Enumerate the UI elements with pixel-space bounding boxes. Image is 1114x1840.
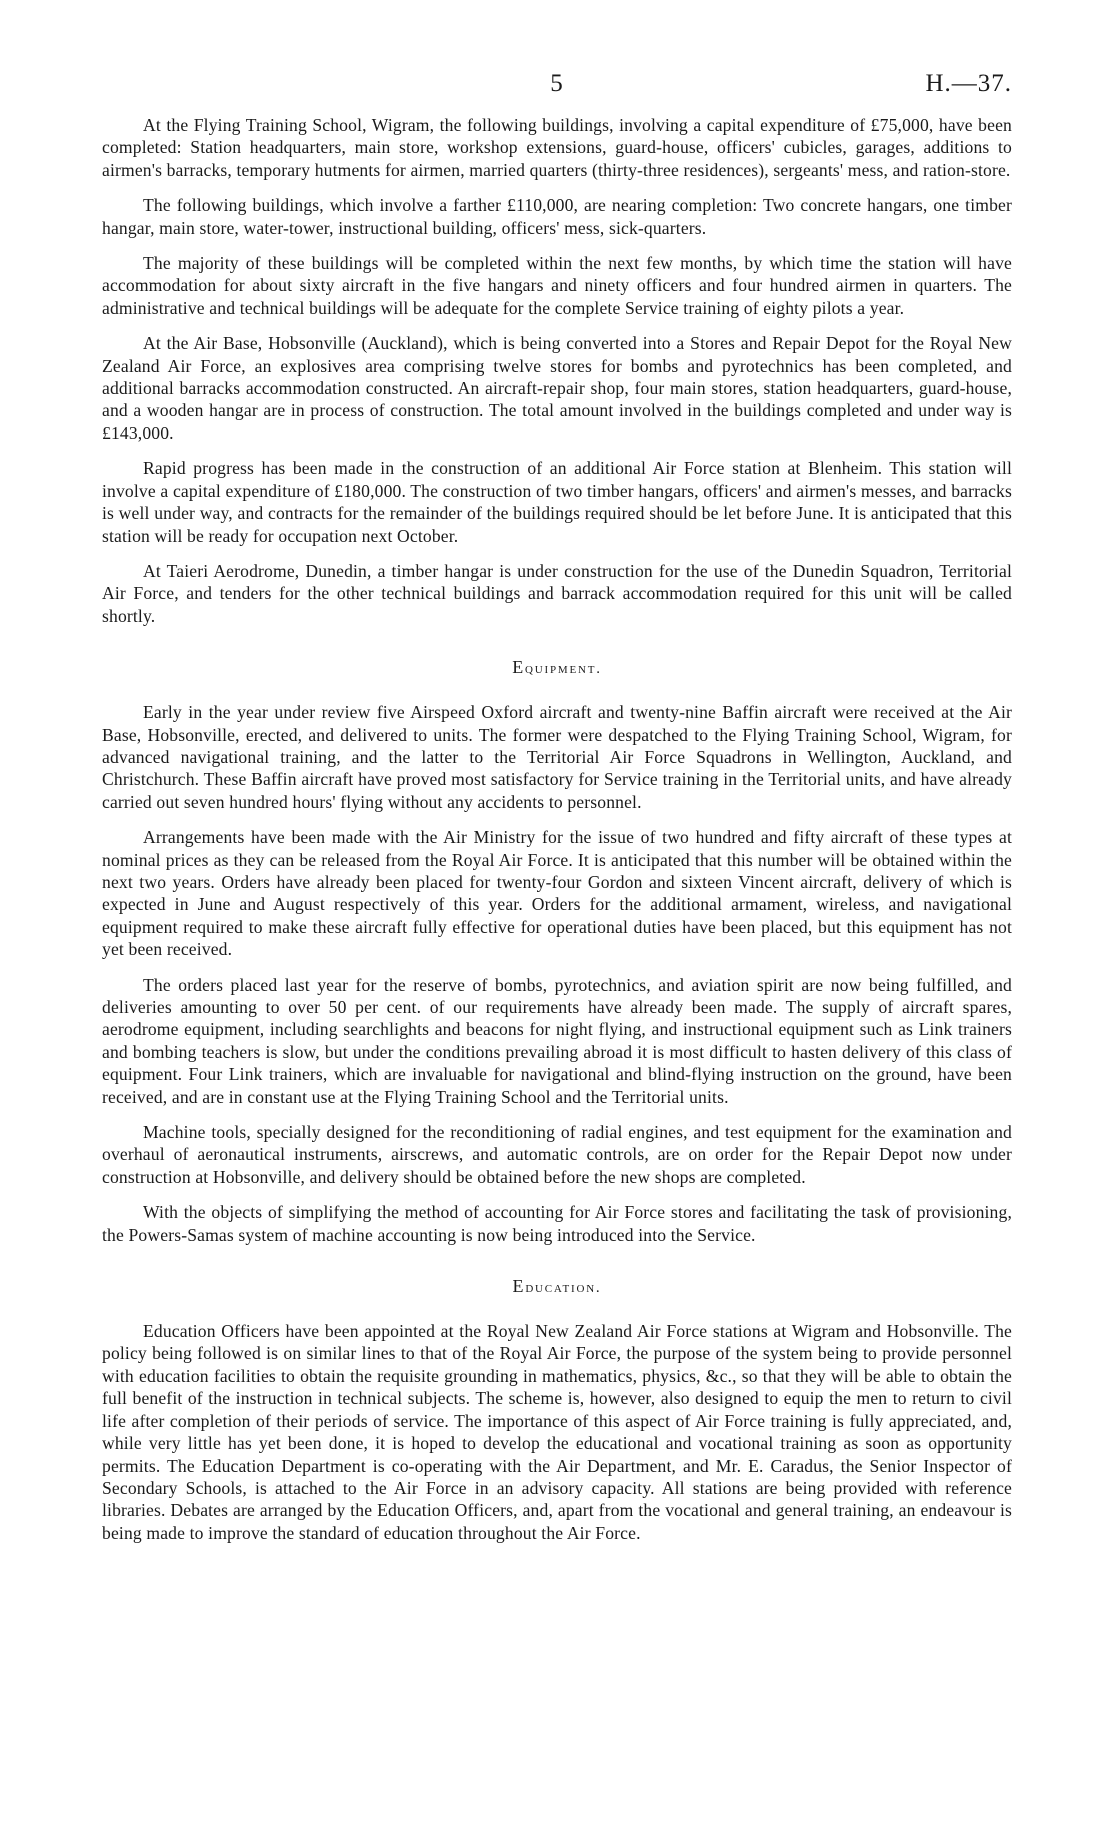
paragraph: Early in the year under review five Airspeed Oxford aircraft and twenty-nine Baffin aircraft were received at the Air Base, Hobsonville, erected, and delivered to units. The former were despatched to the Flying Training School, Wigram, for advanced navigational training, and the latter to the Territorial Air Force Squadrons in Wellington, Auckland, and Christchurch. These Baffin aircraft have proved most satisfactory for Service training in the Territorial units, and have already carried out seven hundred hours' flying without any accidents to personnel. xyxy=(102,702,1012,812)
paragraph: Arrangements have been made with the Air Ministry for the issue of two hundred and fifty aircraft of these types at nominal prices as they can be released from the Royal Air Force. It is anticipated that this number will be obtained within the next two years. Orders have already been placed for twenty-four Gordon and sixteen Vincent aircraft, delivery of which is expected in June and August respectively of this year. Orders for the additional armament, wireless, and navigational equipment required to make these aircraft fully effective for operational duties have been placed, but this equipment has not yet been received. xyxy=(102,827,1012,960)
paragraph: The following buildings, which involve a farther £110,000, are nearing completion: Two concrete hangars, one timber hangar, main store, water-tower, instructional building, officers' mess, sick-quarters. xyxy=(102,195,1012,238)
buildings-section xyxy=(102,114,1012,627)
paragraph: At the Flying Training School, Wigram, the following buildings, involving a capital expenditure of £75,000, have been completed: Station headquarters, main store, workshop extensions, guard-house, officers' cubicles, garages, additions to airmen's barracks, temporary hutments for airmen, married quarters (thirty-three residences), sergeants' mess, and ration-store. xyxy=(102,115,1012,180)
education-section xyxy=(102,1276,1012,1544)
equipment-section xyxy=(102,657,1012,1246)
paragraph: The majority of these buildings will be completed within the next few months, by which time the station will have accommodation for about sixty aircraft in the five hangars and ninety officers and four hundred airmen in quarters. The administrative and technical buildings will be adequate for the complete Service training of eighty pilots a year. xyxy=(102,253,1012,318)
section-heading-equipment: Equipment. xyxy=(512,657,602,678)
page-number: 5 xyxy=(550,70,564,97)
paragraph: Education Officers have been appointed at the Royal New Zealand Air Force stations at Wigram and Hobsonville. The policy being followed is on similar lines to that of the Royal Air Force, the purpose of the system being to provide personnel with education facilities to obtain the requisite grounding in mathematics, physics, &c., so that they will be able to obtain the full benefit of the instruction in technical subjects. The scheme is, however, also designed to equip the men to return to civil life after completion of their periods of service. The importance of this aspect of Air Force training is fully appreciated, and, while very little has yet been done, it is hoped to develop the educational and vocational training as soon as opportunity permits. The Education Department is co-operating with the Air Department, and Mr. E. Caradus, the Senior Inspector of Secondary Schools, is attached to the Air Force in an advisory capacity. All stations are being provided with reference libraries. Debates are arranged by the Education Officers, and, apart from the vocational and general training, an endeavour is being made to improve the standard of education throughout the Air Force. xyxy=(102,1321,1012,1543)
paragraph: At Taieri Aerodrome, Dunedin, a timber hangar is under construction for the use of the Dunedin Squadron, Territorial Air Force, and tenders for the other technical buildings and barrack accommodation required for this unit will be called shortly. xyxy=(102,560,1012,626)
paragraph: At the Air Base, Hobsonville (Auckland), which is being converted into a Stores and Repair Depot for the Royal New Zealand Air Force, an explosives area comprising twelve stores for bombs and pyrotechnics has been completed, and additional barracks accommodation constructed. An aircraft-repair shop, four main stores, station headquarters, guard-house, and a wooden hangar are in process of construction. The total amount involved in the buildings completed and under way is £143,000. xyxy=(102,333,1012,443)
paragraph: The orders placed last year for the reserve of bombs, pyrotechnics, and aviation spirit are now being fulfilled, and deliveries amounting to over 50 per cent. of our requirements have already been made. The supply of aircraft spares, aerodrome equipment, including searchlights and beacons for night flying, and instructional equipment such as Link trainers and bombing teachers is slow, but under the conditions prevailing abroad it is most difficult to hasten delivery of this class of equipment. Four Link trainers, which are invaluable for navigational and blind-flying instruction on the ground, have been received, and are in constant use at the Flying Training School and the Territorial units. xyxy=(102,974,1012,1107)
section-heading-education: Education. xyxy=(512,1276,602,1297)
paragraph: With the objects of simplifying the method of accounting for Air Force stores and facilitating the task of provisioning, the Powers-Samas system of machine accounting is now being introduced into the Service. xyxy=(102,1202,1012,1245)
page-header xyxy=(102,70,1012,110)
paragraph: Machine tools, specially designed for the reconditioning of radial engines, and test equipment for the examination and overhaul of aeronautical instruments, airscrews, and automatic controls, are on order for the Repair Depot now under construction at Hobsonville, and delivery should be obtained before the new shops are completed. xyxy=(102,1122,1012,1187)
document-reference: H.—37. xyxy=(925,70,1012,97)
paragraph: Rapid progress has been made in the construction of an additional Air Force station at Blenheim. This station will involve a capital expenditure of £180,000. The construction of two timber hangars, officers' and airmen's messes, and barracks is well under way, and contracts for the remainder of the buildings required should be let before June. It is anticipated that this station will be ready for occupation next October. xyxy=(102,458,1012,546)
document-body xyxy=(102,114,1012,1544)
